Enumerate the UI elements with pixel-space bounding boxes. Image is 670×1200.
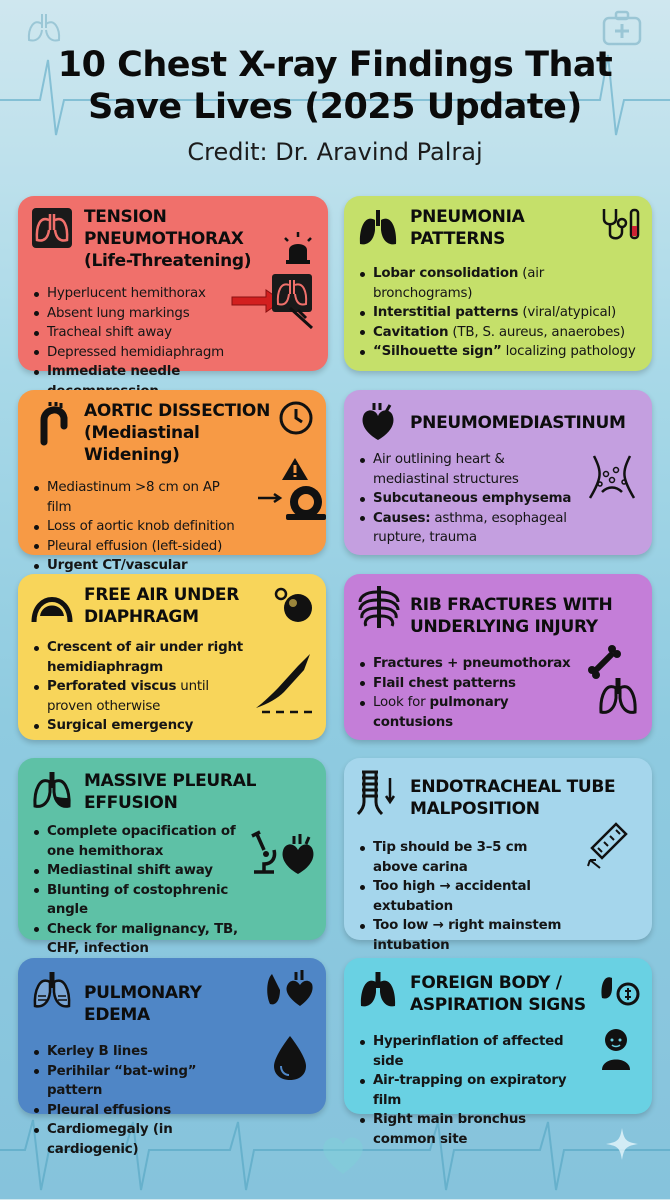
item-bold: “Silhouette sign” bbox=[373, 344, 502, 359]
item-bold: Interstitial patterns bbox=[373, 305, 519, 320]
credit-line: Credit: Dr. Aravind Palraj bbox=[187, 138, 483, 166]
list-item: Pleural effusions bbox=[34, 1101, 246, 1121]
list-item bbox=[360, 303, 638, 323]
lungs-icon bbox=[596, 674, 640, 718]
item-bold: Perforated viscus bbox=[47, 679, 177, 694]
foreign-body-list bbox=[360, 1032, 572, 1149]
list-item bbox=[34, 517, 246, 537]
item-text: (viral/atypical) bbox=[518, 305, 617, 320]
fluid-drop-icon bbox=[272, 1034, 308, 1082]
card-title: TENSION PNEUMOTHORAX (Life-Threatening) bbox=[84, 207, 252, 271]
list-item: Blunting of costophrenic angle bbox=[34, 881, 246, 920]
list-item bbox=[360, 450, 572, 489]
medical-kit-icon bbox=[600, 8, 644, 48]
list-item: Too low → right mainstem intubation bbox=[360, 916, 572, 955]
scalpel-icon bbox=[250, 650, 316, 718]
card-title: ENDOTRACHEAL TUBE MALPOSITION bbox=[410, 777, 616, 819]
trachea-arrow-icon bbox=[356, 768, 396, 816]
item-text: Pleural effusion (left-sided) bbox=[47, 538, 223, 554]
list-item: Mediastinal shift away bbox=[34, 861, 246, 881]
item-bold: Surgical emergency bbox=[47, 718, 194, 733]
effusion-list bbox=[34, 822, 246, 959]
lungs-outline-icon bbox=[24, 8, 64, 48]
item-bold: Immediate needle bbox=[47, 364, 181, 379]
item-text: Absent lung markings bbox=[47, 305, 190, 321]
card-title: PULMONARY EDEMA bbox=[84, 983, 202, 1025]
edema-list bbox=[34, 1042, 246, 1159]
item-bold: Causes: bbox=[373, 510, 431, 526]
sparkle-icon bbox=[604, 1126, 640, 1162]
item-bold: Fractures + pneumothorax bbox=[373, 656, 571, 671]
list-item bbox=[360, 674, 572, 694]
neck-emphysema-icon bbox=[584, 452, 640, 504]
card-free-air bbox=[18, 574, 326, 740]
card-title: PNEUMONIA PATTERNS bbox=[410, 207, 525, 249]
air-bubbles-icon bbox=[274, 584, 314, 624]
list-item: Complete opacification of one hemithorax bbox=[34, 822, 246, 861]
list-item: Cardiomegaly (in cardiogenic) bbox=[34, 1120, 246, 1159]
card-ett-malposition bbox=[344, 758, 652, 953]
list-item: Kerley B lines bbox=[34, 1042, 246, 1062]
list-item bbox=[34, 304, 248, 324]
item-bold: pulmonary contusions bbox=[373, 695, 509, 730]
card-pleural-effusion bbox=[18, 758, 326, 956]
ett-list bbox=[360, 838, 572, 955]
card-title: AORTIC DISSECTION (Mediastinal Widening) bbox=[84, 401, 271, 465]
card-title: MASSIVE PLEURAL EFFUSION bbox=[84, 771, 257, 813]
list-item bbox=[34, 343, 248, 363]
item-bold: Flail chest patterns bbox=[373, 675, 516, 691]
card-title: PNEUMOMEDIASTINUM bbox=[410, 413, 626, 433]
lungs-icon bbox=[356, 206, 400, 250]
card-title: FREE AIR UNDER DIAPHRAGM bbox=[84, 585, 239, 627]
item-text: asthma, esophageal rupture, trauma bbox=[373, 510, 567, 545]
item-bold: Urgent CT/vascular bbox=[47, 558, 188, 573]
card-rib-fractures bbox=[344, 574, 652, 740]
item-text: Hyperlucent hemithorax bbox=[47, 286, 206, 301]
card-pneumomediastinum bbox=[344, 390, 652, 555]
card-aortic-dissection bbox=[18, 390, 326, 573]
item-text: (air bronchograms) bbox=[373, 266, 545, 301]
list-item bbox=[360, 323, 638, 343]
item-text: until proven otherwise bbox=[47, 679, 209, 714]
heart-icon bbox=[356, 400, 400, 444]
list-item bbox=[34, 284, 248, 304]
card-title: RIB FRACTURES WITH UNDERLYING INJURY bbox=[410, 595, 613, 637]
item-bold: Cavitation bbox=[373, 324, 449, 340]
list-item bbox=[34, 638, 246, 677]
clock-icon bbox=[278, 400, 314, 436]
item-text: Depressed hemidiaphragm bbox=[47, 344, 225, 360]
list-item: Air-trapping on expiratory film bbox=[360, 1071, 572, 1110]
ct-scanner-icon bbox=[256, 484, 328, 524]
diaphragm-icon bbox=[30, 584, 74, 628]
list-item: Tip should be 3–5 cm above carina bbox=[360, 838, 572, 877]
stethoscope-icon bbox=[600, 206, 642, 242]
item-bold: Subcutaneous emphysema bbox=[373, 491, 572, 506]
rib-list bbox=[360, 654, 572, 732]
item-bold: Lobar consolidation bbox=[373, 266, 519, 281]
item-text: Mediastinum >8 cm on AP film bbox=[47, 480, 220, 515]
card-foreign-body bbox=[344, 958, 652, 1147]
card-tension-pneumothorax bbox=[18, 196, 328, 379]
item-text: (TB, S. aureus, anaerobes) bbox=[448, 324, 625, 340]
page-title: 10 Chest X-ray Findings That Save Lives (2025 Update) bbox=[57, 45, 613, 127]
item-text: localizing pathology bbox=[501, 344, 636, 359]
list-item: Perihilar “bat-wing” pattern bbox=[34, 1062, 246, 1101]
tension-list bbox=[34, 284, 248, 401]
lungs-xray-icon bbox=[30, 968, 74, 1012]
list-item bbox=[34, 323, 248, 343]
list-item: Too high → accidental extubation bbox=[360, 877, 572, 916]
lungs-icon bbox=[356, 968, 400, 1012]
list-item bbox=[360, 264, 638, 303]
needle-decompression-icon bbox=[270, 272, 316, 330]
list-item bbox=[34, 478, 246, 517]
card-title: FOREIGN BODY / ASPIRATION SIGNS bbox=[410, 973, 586, 1015]
heart-lungs-icon bbox=[266, 966, 314, 1010]
card-pneumonia bbox=[344, 196, 652, 371]
microscope-heart-icon bbox=[246, 828, 316, 878]
item-text: Loss of aortic knob definition bbox=[47, 519, 235, 534]
item-text: Look for bbox=[373, 695, 430, 710]
list-item: Right main bronchus common site bbox=[360, 1110, 572, 1149]
list-item: Hyperinflation of affected side bbox=[360, 1032, 572, 1071]
list-item bbox=[360, 509, 572, 548]
list-item bbox=[360, 654, 572, 674]
free-air-list bbox=[34, 638, 246, 736]
aorta-icon bbox=[30, 400, 74, 444]
list-item bbox=[34, 537, 246, 557]
ruler-icon bbox=[586, 818, 638, 870]
list-item bbox=[34, 677, 246, 716]
card-pulmonary-edema bbox=[18, 958, 326, 1157]
pneumonia-list bbox=[360, 264, 638, 362]
item-text: Tracheal shift away bbox=[47, 325, 172, 340]
baby-icon bbox=[596, 1026, 636, 1072]
lung-coin-icon bbox=[600, 966, 640, 1008]
chest-xray-icon bbox=[30, 206, 74, 250]
list-item: Check for malignancy, TB, CHF, infection bbox=[34, 920, 246, 959]
item-text: Air outlining heart & mediastinal structures bbox=[373, 452, 519, 487]
item-bold: Crescent of air under right hemidiaphragm bbox=[47, 640, 243, 675]
pneumomediastinum-list bbox=[360, 450, 572, 548]
header bbox=[0, 44, 670, 166]
list-item bbox=[360, 489, 572, 509]
ribcage-icon bbox=[356, 584, 402, 634]
alarm-siren-icon bbox=[280, 230, 316, 266]
list-item bbox=[360, 342, 638, 362]
lungs-icon bbox=[30, 768, 74, 812]
list-item bbox=[360, 693, 572, 732]
list-item bbox=[34, 716, 246, 736]
warning-icon bbox=[280, 456, 310, 482]
